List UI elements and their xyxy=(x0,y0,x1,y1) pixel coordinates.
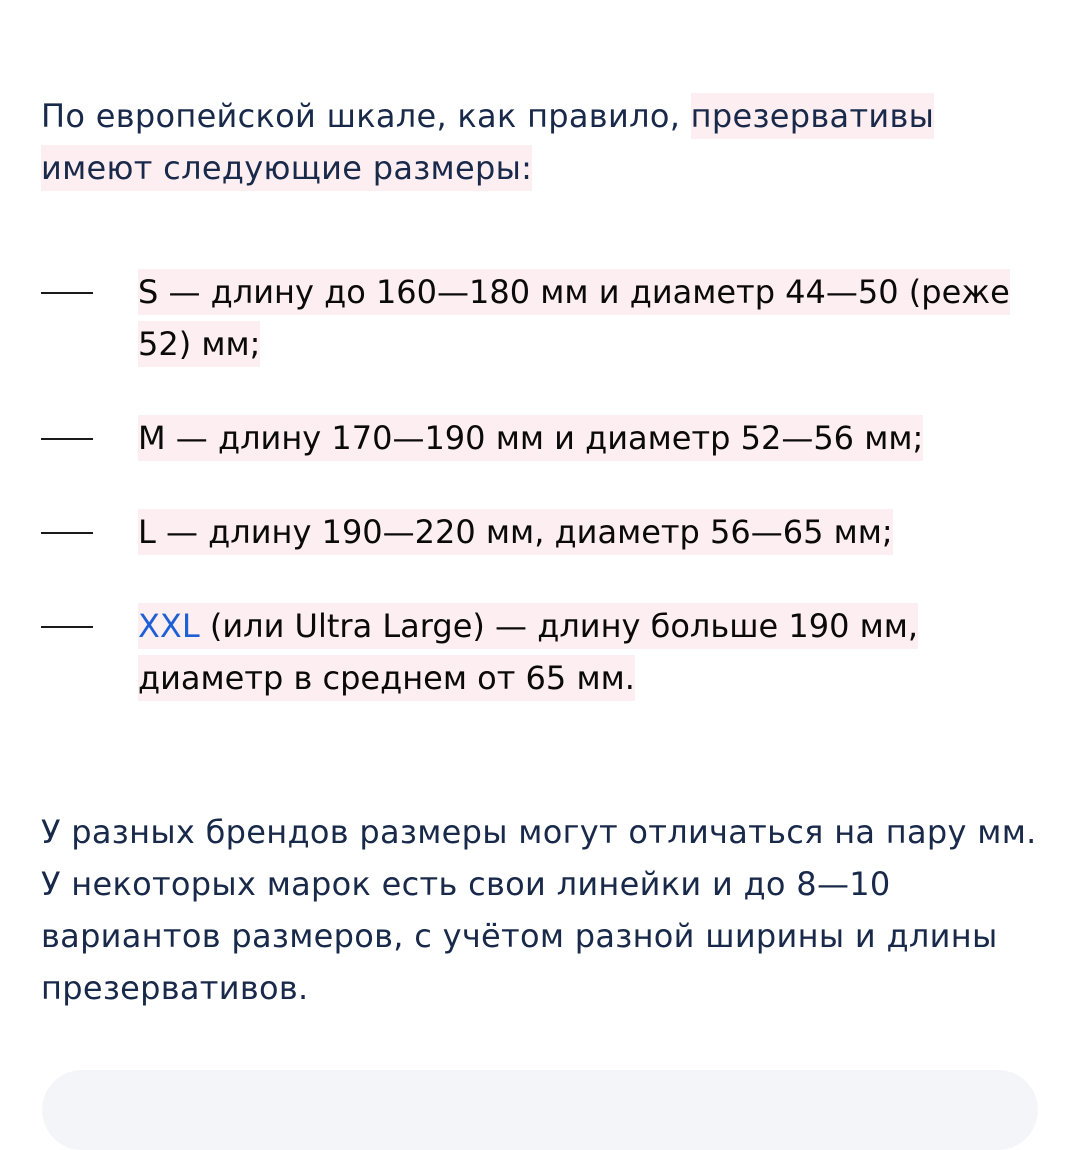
list-dash-icon xyxy=(41,626,93,628)
size-m-description: M — длину 170—190 мм и диаметр 52—56 мм; xyxy=(138,415,923,461)
list-dash-icon xyxy=(41,532,93,534)
size-xxl-highlight xyxy=(138,603,918,701)
size-list xyxy=(41,266,1041,704)
outro-paragraph: У разных брендов размеры могут отличаться на пару мм. У некоторых марок есть свои линейки и до 8—10 вариантов размеров, с учётом разной ширины и длины презервативов. xyxy=(41,813,1037,1007)
size-item-m xyxy=(41,412,1041,464)
size-l-description: L — длину 190—220 мм, диаметр 56—65 мм; xyxy=(138,509,893,555)
intro-text: По европейской шкале, как правило, xyxy=(41,97,691,135)
size-text xyxy=(138,412,1018,464)
list-dash-icon xyxy=(41,438,93,440)
size-item-xxl xyxy=(41,600,1041,704)
xxl-link[interactable]: XXL xyxy=(138,607,200,645)
size-item-l xyxy=(41,506,1041,558)
intro-highlight: презервативы имеют следующие размеры: xyxy=(41,93,934,191)
size-text xyxy=(138,600,1018,704)
next-content-card xyxy=(42,1070,1038,1150)
size-item-s xyxy=(41,266,1041,370)
list-dash-icon xyxy=(41,292,93,294)
size-text xyxy=(138,266,1018,370)
size-s-description: S — длину до 160—180 мм и диаметр 44—50 (реже 52) мм; xyxy=(138,269,1010,367)
size-xxl-description: (или Ultra Large) — длину больше 190 мм, диаметр в среднем от 65 мм. xyxy=(138,607,919,697)
intro-paragraph xyxy=(41,90,1051,194)
size-text xyxy=(138,506,1018,558)
